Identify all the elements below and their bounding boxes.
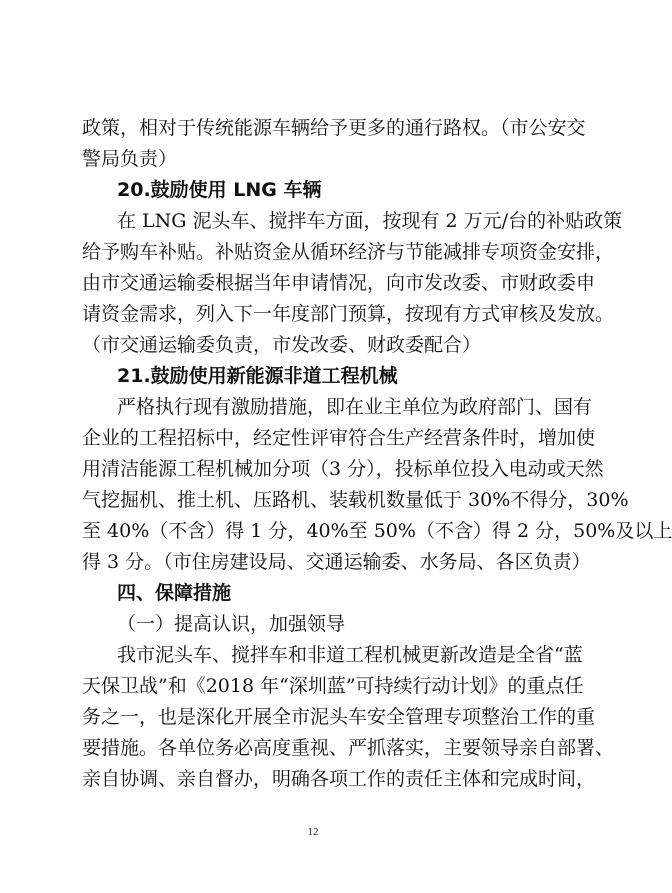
section-20-line-5: （市交通运输委负责，市发改委、财政委配合） <box>82 334 482 356</box>
section-21-line-4: 气挖掘机、推土机、压路机、装载机数量低于 30%不得分，30% <box>82 489 629 511</box>
section-4-line-5: 亲自协调、亲自督办，明确各项工作的责任主体和完成时间， <box>82 768 596 790</box>
section-20-line-3: 由市交通运输委根据当年申请情况，向市发改委、市财政委申 <box>82 272 596 294</box>
section-21-line-1: 严格执行现有激励措施，即在业主单位为政府部门、国有 <box>117 396 593 418</box>
section-20-line-4: 请资金需求，列入下一年度部门预算，按现有方式审核及发放。 <box>82 303 615 325</box>
intro-line-1: 政策，相对于传统能源车辆给予更多的通行路权。（市公安交 <box>82 117 586 139</box>
section-4-subheading: （一）提高认识，加强领导 <box>117 613 346 635</box>
section-4-line-4: 要措施。各单位务必高度重视、严抓落实，主要领导亲自部署、 <box>82 737 615 759</box>
section-21-line-6: 得 3 分。（市住房建设局、交通运输委、水务局、各区负责） <box>82 551 591 573</box>
section-4-line-2: 天保卫战”和《2018 年“深圳蓝”可持续行动计划》的重点任 <box>82 675 584 697</box>
section-4-line-1: 我市泥头车、搅拌车和非道工程机械更新改造是全省“蓝 <box>117 644 583 666</box>
section-4-line-3: 务之一，也是深化开展全市泥头车安全管理专项整治工作的重 <box>82 706 596 728</box>
section-21-line-5: 至 40%（不含）得 1 分，40%至 50%（不含）得 2 分，50%及以上 <box>82 520 672 542</box>
section-20-line-2: 给予购车补贴。补贴资金从循环经济与节能减排专项资金安排， <box>82 241 615 263</box>
section-21-heading: 21.鼓励使用新能源非道工程机械 <box>117 365 398 387</box>
page-number: 12 <box>307 826 319 838</box>
intro-line-2: 警局负责） <box>82 148 178 170</box>
section-21-line-2: 企业的工程招标中，经定性评审符合生产经营条件时，增加使 <box>82 427 596 449</box>
section-20-heading: 20.鼓励使用 LNG 车辆 <box>117 179 322 201</box>
section-4-heading: 四、保障措施 <box>117 582 232 604</box>
section-21-line-3: 用清洁能源工程机械加分项（3 分），投标单位投入电动或天然 <box>82 458 604 480</box>
section-20-line-1: 在 LNG 泥头车、搅拌车方面，按现有 2 万元/台的补贴政策 <box>117 210 623 232</box>
